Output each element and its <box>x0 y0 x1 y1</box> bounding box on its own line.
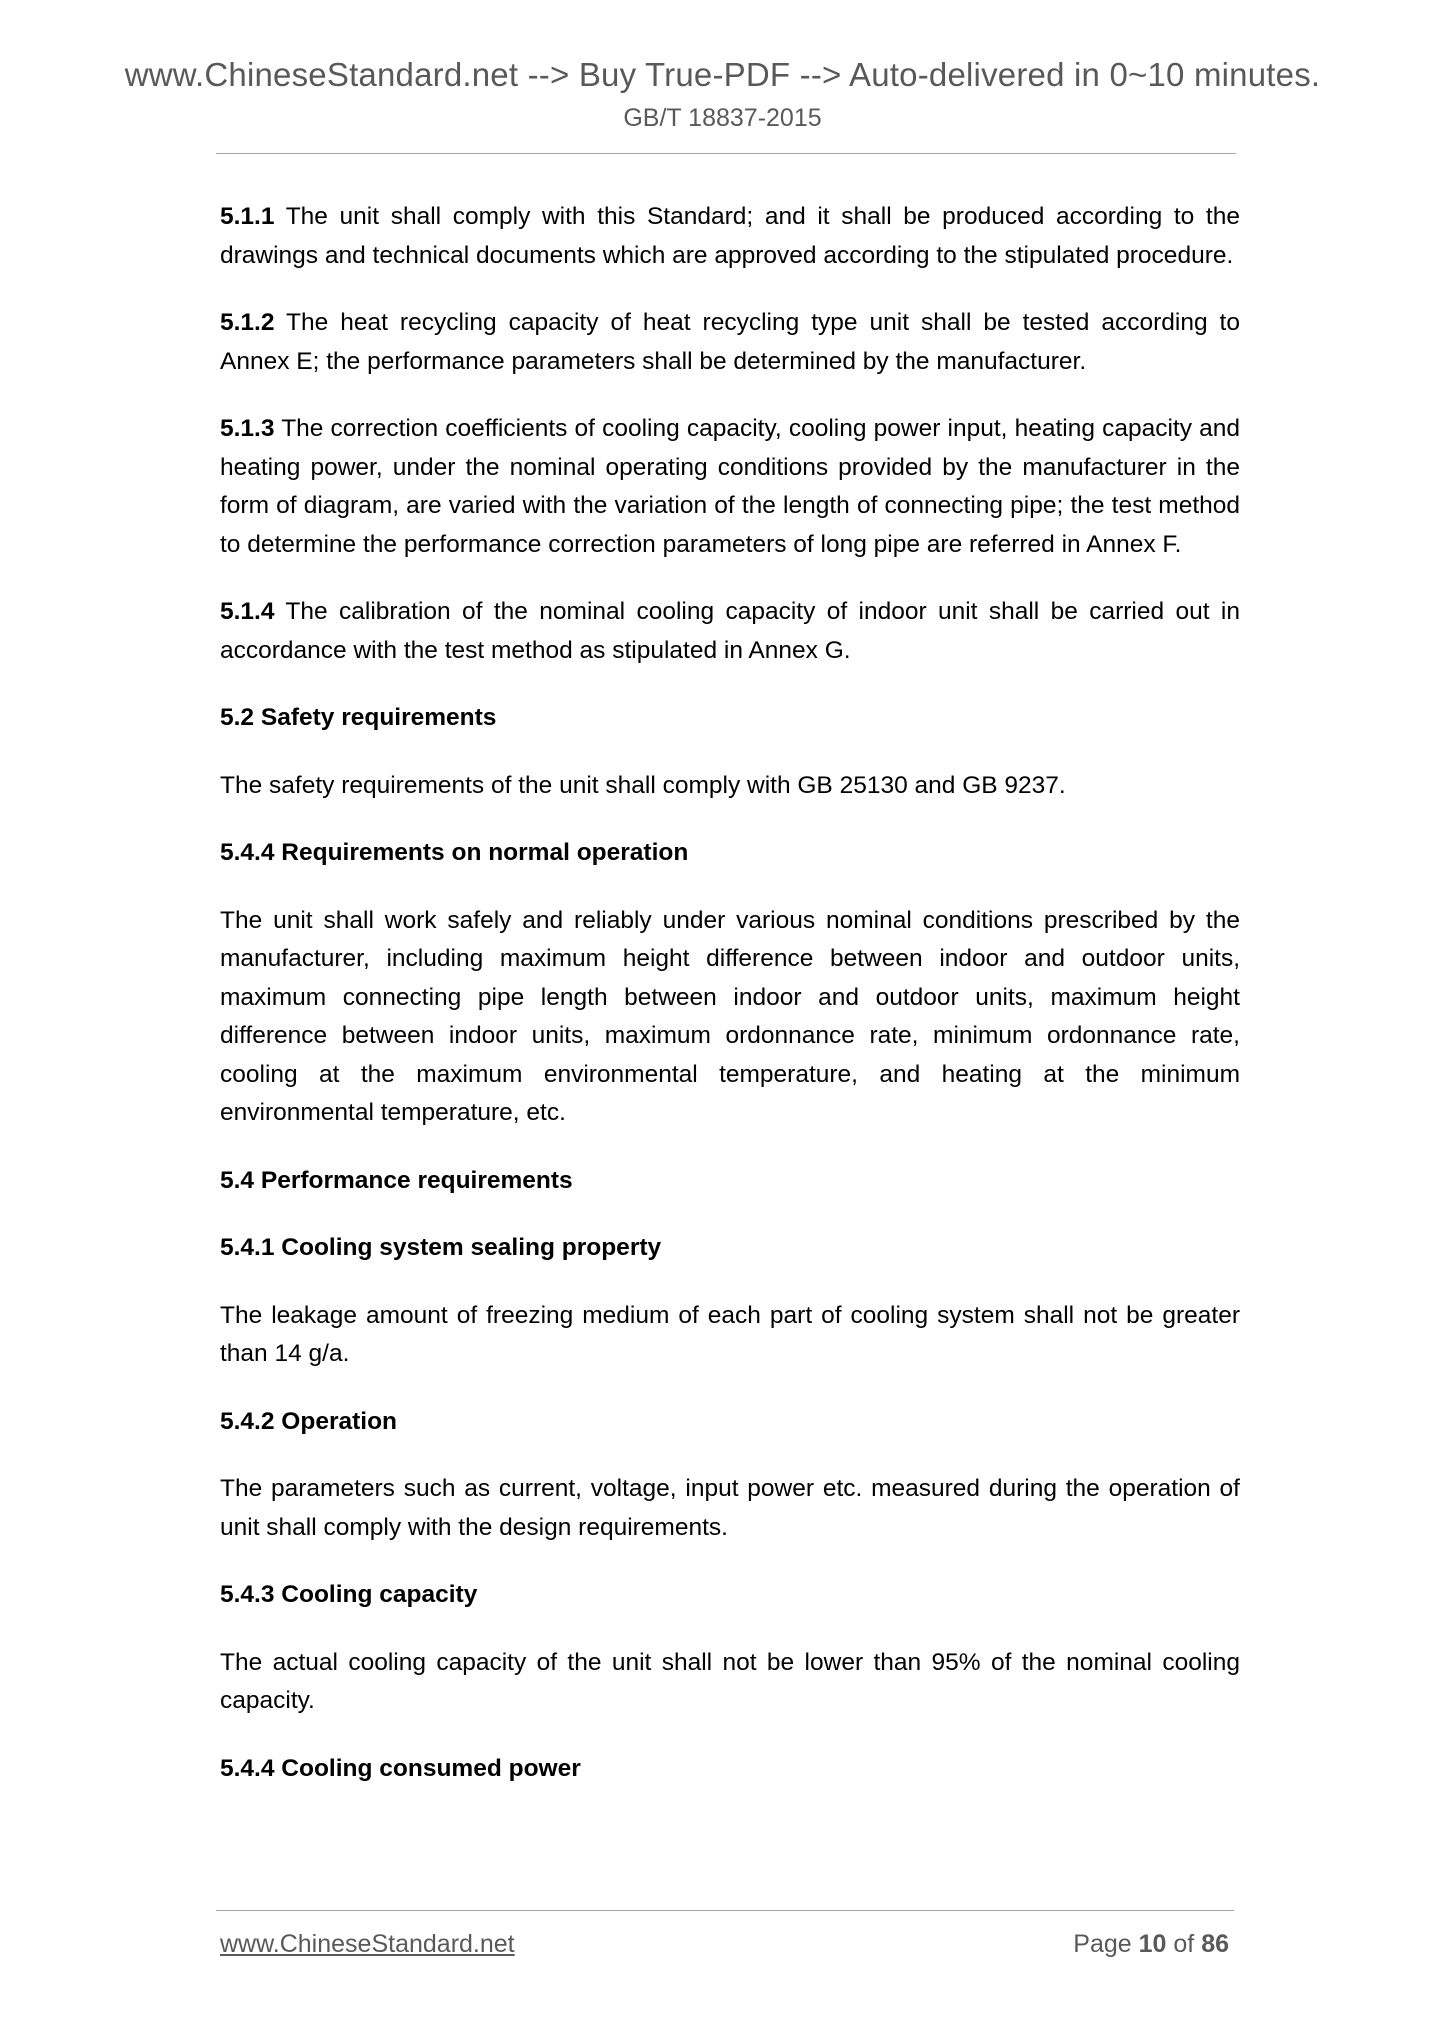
clause-number: 5.1.2 <box>220 309 275 336</box>
page-total: 86 <box>1201 1930 1229 1958</box>
document-body <box>220 198 1240 1817</box>
clause-text: The correction coefficients of cooling capacity, cooling power input, heating capacity and heating power, under the nominal operating conditions provided by the manufacturer in the form of diagram, are varied with the variation of the length of connecting pipe; the test method to determine the performance correction parameters of long pipe are referred in Annex F. <box>220 415 1240 558</box>
section-heading-5-4-1: 5.4.1 Cooling system sealing property <box>220 1234 662 1261</box>
page-of: of <box>1166 1930 1202 1958</box>
clause-text: The heat recycling capacity of heat recycling type unit shall be tested according to Annex E; the performance parameters shall be determined by the manufacturer. <box>220 309 1240 375</box>
paragraph-5-4-4-normal-operation: The unit shall work safely and reliably under various nominal conditions prescribed by the manufacturer, including maximum height difference between indoor and outdoor units, maximum connecting pipe length between indoor and outdoor units, maximum height difference between indoor units, maximum ordonnance rate, minimum ordonnance rate, cooling at the maximum environmental temperature, and heating at the minimum environmental temperature, etc. <box>220 906 1240 1126</box>
clause-5-1-2 <box>220 304 1240 381</box>
clause-number: 5.1.4 <box>220 598 275 625</box>
standard-code: GB/T 18837-2015 <box>623 104 822 132</box>
section-heading-5-4-4-cooling-power: 5.4.4 Cooling consumed power <box>220 1754 581 1782</box>
clause-5-1-1 <box>220 198 1240 275</box>
section-heading-5-4-4-normal-operation: 5.4.4 Requirements on normal operation <box>220 839 689 866</box>
clause-5-1-3 <box>220 410 1240 564</box>
clause-number: 5.1.3 <box>220 415 275 442</box>
clause-5-1-4 <box>220 593 1240 670</box>
page-current: 10 <box>1138 1930 1167 1958</box>
section-heading-5-4-3: 5.4.3 Cooling capacity <box>220 1581 478 1608</box>
footer-website-link[interactable]: www.ChineseStandard.net <box>220 1930 515 1958</box>
section-heading-5-2: 5.2 Safety requirements <box>220 704 497 731</box>
header-divider <box>216 153 1236 154</box>
clause-number: 5.1.1 <box>220 203 275 230</box>
clause-text: The unit shall comply with this Standard; and it shall be produced according to the drawings and technical documents which are approved according to the stipulated procedure. <box>220 203 1240 269</box>
page-prefix: Page <box>1073 1930 1139 1958</box>
footer-divider <box>216 1910 1234 1911</box>
paragraph-5-2: The safety requirements of the unit shall comply with GB 25130 and GB 9237. <box>220 771 1066 799</box>
header-banner: www.ChineseStandard.net --> Buy True-PDF --> Auto-delivered in 0~10 minutes. <box>124 56 1321 93</box>
paragraph-5-4-2: The parameters such as current, voltage, input power etc. measured during the operation of unit shall comply with the design requirements. <box>220 1475 1240 1541</box>
paragraph-5-4-1: The leakage amount of freezing medium of each part of cooling system shall not be greater than 14 g/a. <box>220 1301 1240 1367</box>
page-indicator <box>1073 1930 1229 1959</box>
section-heading-5-4: 5.4 Performance requirements <box>220 1166 573 1194</box>
clause-text: The calibration of the nominal cooling capacity of indoor unit shall be carried out in accordance with the test method as stipulated in Annex G. <box>220 598 1240 664</box>
paragraph-5-4-3: The actual cooling capacity of the unit shall not be lower than 95% of the nominal cooling capacity. <box>220 1648 1240 1714</box>
section-heading-5-4-2: 5.4.2 Operation <box>220 1407 398 1435</box>
